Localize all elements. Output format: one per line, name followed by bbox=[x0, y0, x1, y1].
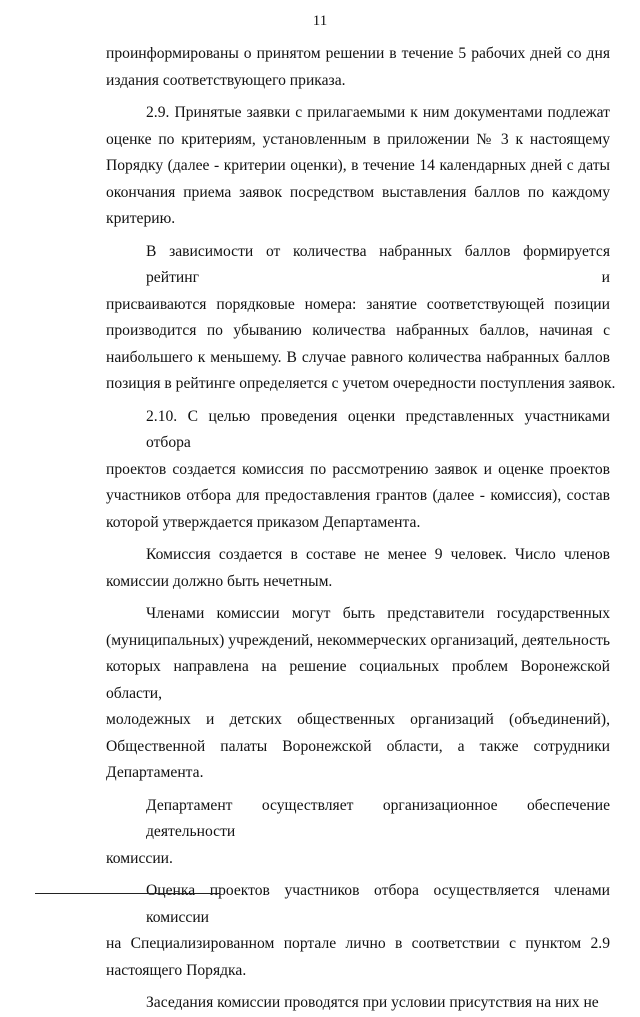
text-line: которой утверждается приказом Департамента. bbox=[106, 513, 421, 531]
text-line: оценке по критериям, установленным в приложении № 3 к настоящему bbox=[106, 130, 610, 148]
text-line: 2.9. Принятые заявки с прилагаемыми к ним документами подлежат bbox=[146, 104, 610, 121]
text-line: Порядку (далее - критерии оценки), в течение 14 календарных дней с даты bbox=[106, 157, 610, 174]
text-line: настоящего Порядка. bbox=[106, 961, 247, 979]
text-line: комиссии. bbox=[106, 849, 173, 867]
text-line: Членами комиссии могут быть представители государственных bbox=[146, 605, 610, 622]
text-line: критерию. bbox=[106, 210, 176, 227]
text-line: участников отбора для предоставления грантов (далее - комиссия), состав bbox=[106, 487, 610, 504]
text-line: производится по убыванию количества набранных баллов, начиная с bbox=[106, 322, 610, 339]
paragraph bbox=[106, 601, 610, 787]
text-line: Комиссия создается в составе не менее 9 человек. Число членов bbox=[146, 546, 610, 563]
text-line: на Специализированном портале лично в соответствии с пунктом 2.9 bbox=[106, 935, 610, 952]
text-line: (муниципальных) учреждений, некоммерческих организаций, деятельность bbox=[106, 631, 610, 649]
text-line: присваиваются порядковые номера: занятие соответствующей позиции bbox=[106, 295, 610, 313]
text-line: Департамента. bbox=[106, 764, 204, 781]
text-line: наибольшего к меньшему. В случае равного количества набранных баллов bbox=[106, 348, 610, 366]
paragraph bbox=[106, 404, 610, 537]
text-line: Заседания комиссии проводятся при условии присутствия на них не bbox=[146, 994, 599, 1011]
text-line: комиссии должно быть нечетным. bbox=[106, 572, 333, 590]
page-number: 11 bbox=[312, 13, 328, 29]
text-line: издания соответствующего приказа. bbox=[106, 71, 346, 89]
text-line: позиция в рейтинге определяется с учетом очередности поступления заявок. bbox=[106, 375, 616, 392]
paragraph bbox=[106, 542, 610, 595]
text-line: В зависимости от количества набранных баллов формируется рейтинг и bbox=[146, 242, 610, 286]
text-line: проинформированы о принятом решении в течение 5 рабочих дней со дня bbox=[106, 45, 610, 62]
text-line: Департамент осуществляет организационное обеспечение деятельности bbox=[146, 796, 610, 840]
paragraph bbox=[106, 990, 610, 1017]
paragraph bbox=[106, 239, 616, 398]
text-line: 2.10. С целью проведения оценки представленных участниками отбора bbox=[146, 407, 610, 451]
paragraph bbox=[106, 41, 610, 94]
text-line: молодежных и детских общественных организаций (объединений), bbox=[106, 711, 610, 728]
text-line: проектов создается комиссия по рассмотрению заявок и оценке проектов bbox=[106, 460, 610, 478]
paragraph bbox=[106, 100, 610, 233]
text-line: Оценка проектов участников отбора осуществляется членами комиссии bbox=[146, 882, 610, 926]
text-line: окончания приема заявок посредством выставления баллов по каждому bbox=[106, 183, 610, 201]
paragraph bbox=[106, 793, 610, 873]
footer-rule bbox=[35, 893, 220, 894]
document-body bbox=[106, 41, 616, 1017]
text-line: Общественной палаты Воронежской области, а также сотрудники bbox=[106, 737, 610, 755]
text-line: которых направлена на решение социальных проблем Воронежской области, bbox=[106, 658, 610, 702]
